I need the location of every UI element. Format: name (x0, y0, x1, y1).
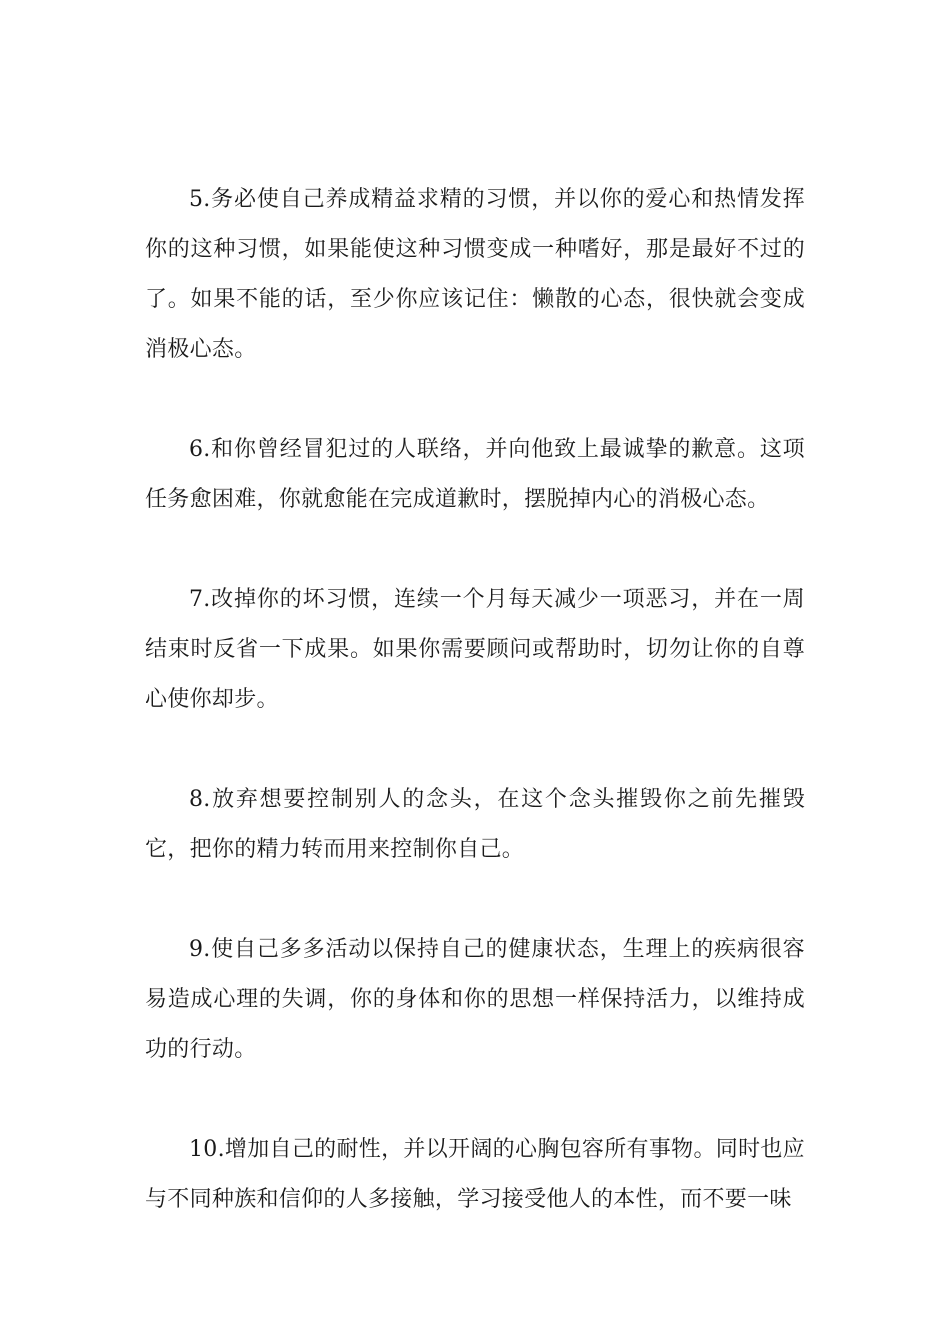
paragraph-item-8: 8.放弃想要控制别人的念头，在这个念头摧毁你之前先摧毁它，把你的精力转而用来控制你自己。 (145, 787, 805, 862)
paragraph-item-5: 5.务必使自己养成精益求精的习惯，并以你的爱心和热情发挥你的这种习惯，如果能使这种习惯变成一种嗜好，那是最好不过的了。如果不能的话，至少你应该记住：懒散的心态，很快就会变成消极心态。 (145, 187, 805, 362)
paragraph-item-9: 9.使自己多多活动以保持自己的健康状态，生理上的疾病很容易造成心理的失调，你的身体和你的思想一样保持活力，以维持成功的行动。 (145, 937, 805, 1062)
document-body (145, 175, 805, 1225)
paragraph-item-6: 6.和你曾经冒犯过的人联络，并向他致上最诚挚的歉意。这项任务愈困难，你就愈能在完成道歉时，摆脱掉内心的消极心态。 (145, 437, 805, 512)
paragraph-item-7: 7.改掉你的坏习惯，连续一个月每天减少一项恶习，并在一周结束时反省一下成果。如果你需要顾问或帮助时，切勿让你的自尊心使你却步。 (145, 587, 805, 712)
paragraph-item-10: 10.增加自己的耐性，并以开阔的心胸包容所有事物。同时也应与不同种族和信仰的人多接触，学习接受他人的本性，而不要一味 (145, 1137, 805, 1212)
